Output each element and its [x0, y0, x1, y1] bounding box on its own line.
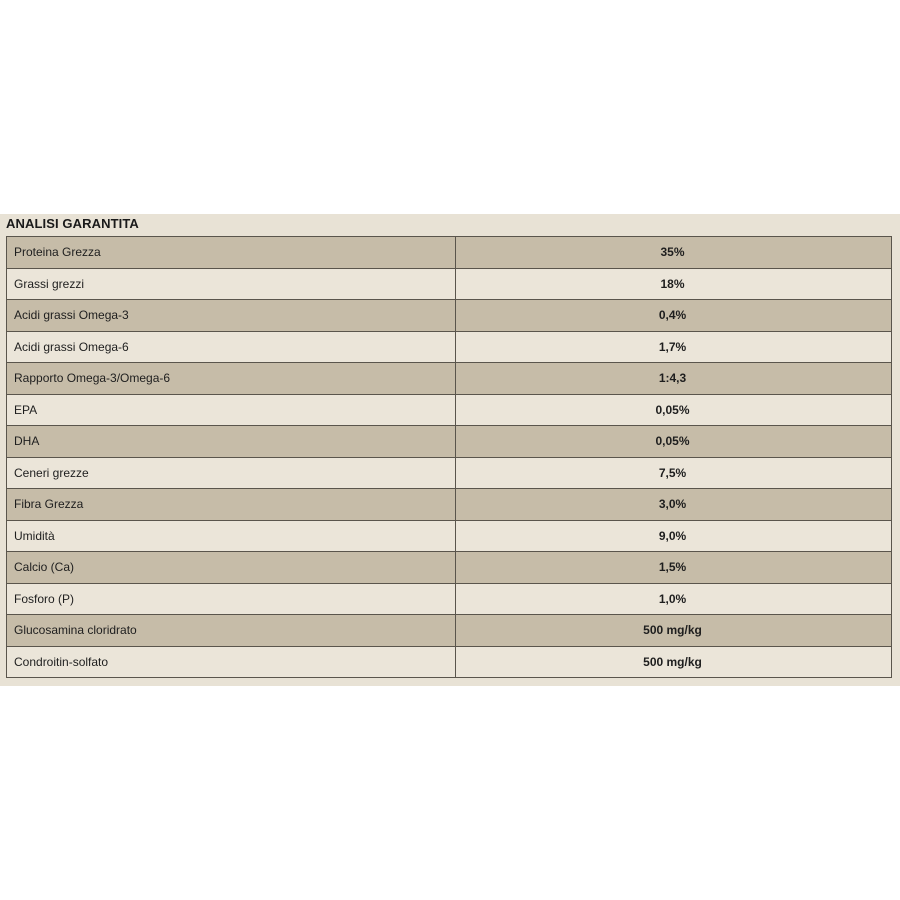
row-value: 7,5%: [456, 457, 892, 489]
row-value: 1:4,3: [456, 363, 892, 395]
row-label: EPA: [7, 394, 456, 426]
row-value: 500 mg/kg: [456, 615, 892, 647]
row-label: Umidità: [7, 520, 456, 552]
row-value: 0,4%: [456, 300, 892, 332]
table-row: [7, 394, 892, 426]
row-value: 35%: [456, 237, 892, 269]
row-label: Proteina Grezza: [7, 237, 456, 269]
row-label: Rapporto Omega-3/Omega-6: [7, 363, 456, 395]
row-value: 500 mg/kg: [456, 646, 892, 678]
table-row: [7, 300, 892, 332]
row-value: 3,0%: [456, 489, 892, 521]
row-value: 0,05%: [456, 426, 892, 458]
row-value: 18%: [456, 268, 892, 300]
table-row: [7, 331, 892, 363]
table-row: [7, 552, 892, 584]
row-label: Ceneri grezze: [7, 457, 456, 489]
table-row: [7, 426, 892, 458]
analysis-table: [6, 236, 892, 678]
table-row: [7, 363, 892, 395]
row-label: Fosforo (P): [7, 583, 456, 615]
row-label: Grassi grezzi: [7, 268, 456, 300]
table-row: [7, 457, 892, 489]
row-label: Calcio (Ca): [7, 552, 456, 584]
row-label: Condroitin-solfato: [7, 646, 456, 678]
row-value: 1,7%: [456, 331, 892, 363]
table-row: [7, 268, 892, 300]
row-label: DHA: [7, 426, 456, 458]
table-row: [7, 489, 892, 521]
row-label: Acidi grassi Omega-3: [7, 300, 456, 332]
row-label: Acidi grassi Omega-6: [7, 331, 456, 363]
row-value: 1,0%: [456, 583, 892, 615]
table-row: [7, 583, 892, 615]
table-row: [7, 646, 892, 678]
table-row: [7, 520, 892, 552]
table-title: ANALISI GARANTITA: [6, 216, 139, 231]
analysis-panel: [0, 214, 900, 686]
row-value: 0,05%: [456, 394, 892, 426]
table-row: [7, 615, 892, 647]
row-value: 1,5%: [456, 552, 892, 584]
row-value: 9,0%: [456, 520, 892, 552]
row-label: Glucosamina cloridrato: [7, 615, 456, 647]
table-row: [7, 237, 892, 269]
row-label: Fibra Grezza: [7, 489, 456, 521]
